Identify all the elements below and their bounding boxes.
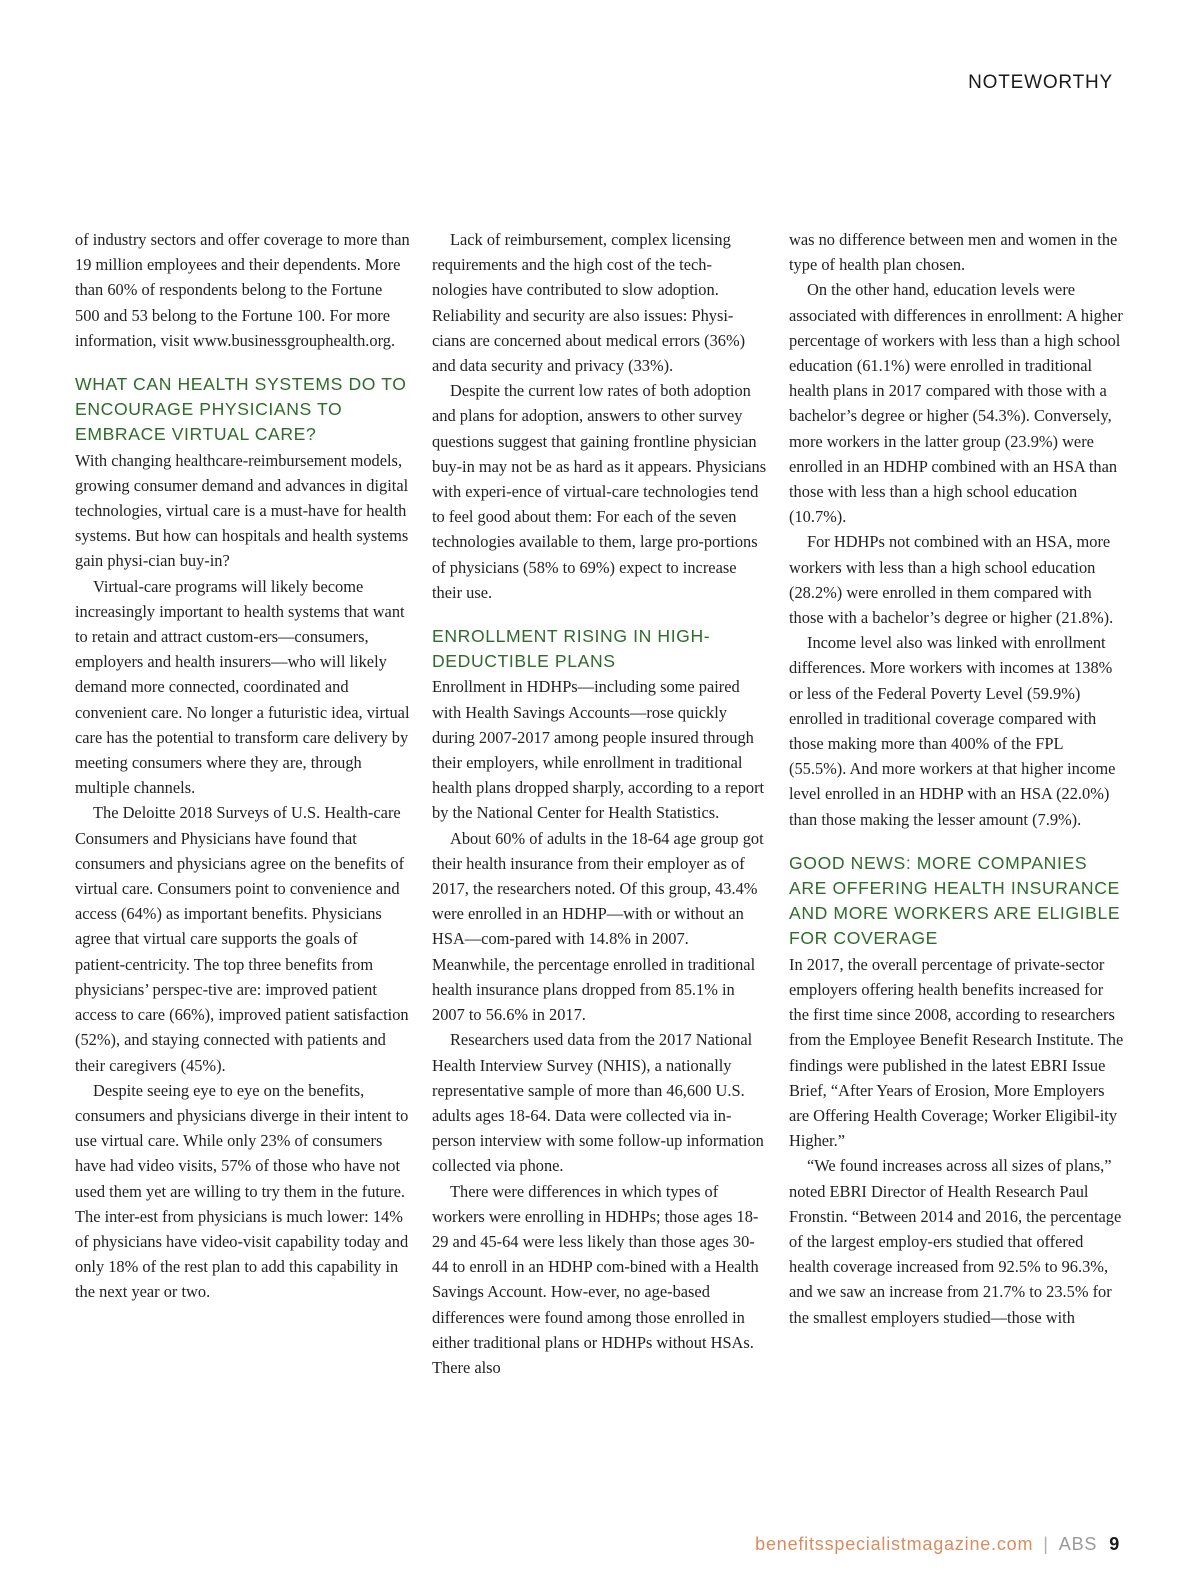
paragraph: Lack of reimbursement, complex licensing requirements and the high cost of the tech-nologies have contributed to slow adoption. Reliability and security are also issues: Physi-cians are concerned about medical errors (36%) and data security and privacy (33%). — [432, 230, 746, 376]
paragraph: About 60% of adults in the 18-64 age group got their health insurance from their employer as of 2017, the researchers noted. Of this group, 43.4% were enrolled in an HDHP—with or without an HSA—com-pared with 14.8% in 2007. Meanwhile, the percentage enrolled in traditional health insurance plans dropped from 85.1% in 2007 to 56.6% in 2017. — [432, 828, 764, 1025]
paragraph: was no difference between men and women in the type of health plan chosen. — [789, 230, 1118, 275]
paragraph: Despite the current low rates of both adoption and plans for adoption, answers to other survey questions suggest that gaining frontline physician buy-in may not be as hard as it appears. Physicians with experi-ence of virtual-care technologies tend to feel good about them: For each of the seven technologies available to them, large pro-portions of physicians (58% to 69%) expect to increase their use. — [432, 381, 767, 602]
section-label: NOTEWORTHY — [968, 72, 1113, 93]
paragraph: of industry sectors and offer coverage to more than 19 million employees and their dependents. More than 60% of respondents belong to the Fortune 500 and 53 belong to the Fortune 100. For more information, visit www.businessgrouphealth.org. — [75, 230, 410, 350]
paragraph: With changing healthcare-reimbursement models, growing consumer demand and advances in digital technologies, virtual care is a must-have for health systems. But how can hospitals and health systems gain physi-cian buy-in? — [75, 450, 409, 571]
section-heading: ENROLLMENT RISING IN HIGH-DEDUCTIBLE PLANS — [432, 626, 711, 672]
paragraph: “We found increases across all sizes of plans,” noted EBRI Director of Health Research Paul Fronstin. “Between 2014 and 2016, the percentage of the largest employ-ers studied that offered health coverage increased from 92.5% to 96.3%, and we saw an increase from 21.7% to 23.5% for the smallest employers studied—those with — [789, 1156, 1122, 1327]
column-3 — [789, 227, 1124, 1330]
paragraph: For HDHPs not combined with an HSA, more workers with less than a high school education (28.2%) were enrolled in them compared with those with a bachelor’s degree or higher (21.8%). — [789, 532, 1114, 628]
paragraph: Enrollment in HDHPs—including some paired with Health Savings Accounts—rose quickly during 2007-2017 among people insured through their employers, while enrollment in traditional health plans dropped sharply, according to a report by the National Center for Health Statistics. — [432, 677, 765, 823]
paragraph: On the other hand, education levels were associated with differences in enrollment: A higher percentage of workers with less than a high school education (61.1%) were enrolled in traditional health plans in 2017 compared with those with a bachelor’s degree or higher (54.3%). Conversely, more workers in the latter group (23.9%) were enrolled in an HDHP combined with an HSA than those with less than a high school education (10.7%). — [789, 280, 1123, 527]
footer-publication: ABS — [1058, 1534, 1098, 1554]
footer-separator: | — [1043, 1534, 1049, 1554]
page-footer — [755, 1534, 1120, 1555]
column-2 — [432, 227, 767, 1380]
column-1 — [75, 227, 410, 1305]
paragraph: There were differences in which types of workers were enrolling in HDHPs; those ages 18-29 and 45-64 were less likely than those ages 30-44 to enroll in an HDHP com-bined with a Health Savings Account. How-ever, no age-based differences were found among those enrolled in either traditional plans or HDHPs without HSAs. There also — [432, 1181, 759, 1377]
section-heading: GOOD NEWS: MORE COMPANIES ARE OFFERING HEALTH INSURANCE AND MORE WORKERS ARE ELIGIBLE FOR COVERAGE — [789, 852, 1121, 949]
paragraph: In 2017, the overall percentage of private-sector employers offering health benefits increased for the first time since 2008, according to researchers from the Employee Benefit Research Institute. The findings were published in the latest EBRI Issue Brief, “After Years of Erosion, More Employers are Offering Health Coverage; Worker Eligibil-ity Higher.” — [789, 954, 1124, 1151]
paragraph: Income level also was linked with enrollment differences. More workers with incomes at 138% or less of the Federal Poverty Level (59.9%) enrolled in traditional coverage compared with those making more than 400% of the FPL (55.5%). And more workers at that higher income level enrolled in an HDHP with an HSA (22.0%) than those making the lesser amount (7.9%). — [789, 633, 1116, 829]
footer-url[interactable]: benefitsspecialistmagazine.com — [755, 1534, 1034, 1554]
paragraph: Virtual-care programs will likely become increasingly important to health systems that want to retain and attract custom-ers—consumers, employers and health insurers—who will likely demand more connected, coordinated and convenient care. No longer a futuristic idea, virtual care has the potential to transform care delivery by meeting consumers where they are, through multiple channels. — [75, 576, 410, 798]
paragraph: Despite seeing eye to eye on the benefits, consumers and physicians diverge in their intent to use virtual care. While only 23% of consumers have had video visits, 57% of those who have not used them yet are willing to try them in the future. The inter-est from physicians is much lower: 14% of physicians have video-visit capability today and only 18% of the rest plan to add this capability in the next year or two. — [75, 1080, 409, 1302]
page-number: 9 — [1109, 1534, 1120, 1554]
paragraph: The Deloitte 2018 Surveys of U.S. Health-care Consumers and Physicians have found that consumers and physicians agree on the benefits of virtual care. Consumers point to convenience and access (64%) as important benefits. Physicians agree that virtual care supports the goals of patient-centricity. The top three benefits from physicians’ perspec-tive are: improved patient access to care (66%), improved patient satisfaction (52%), and staying connected with patients and their caregivers (45%). — [75, 803, 409, 1075]
section-heading: WHAT CAN HEALTH SYSTEMS DO TO ENCOURAGE PHYSICIANS TO EMBRACE VIRTUAL CARE? — [75, 374, 407, 445]
paragraph: Researchers used data from the 2017 National Health Interview Survey (NHIS), a nationally representative sample of more than 46,600 U.S. adults ages 18-64. Data were collected via in-person interview with some follow-up information collected via phone. — [432, 1030, 764, 1176]
